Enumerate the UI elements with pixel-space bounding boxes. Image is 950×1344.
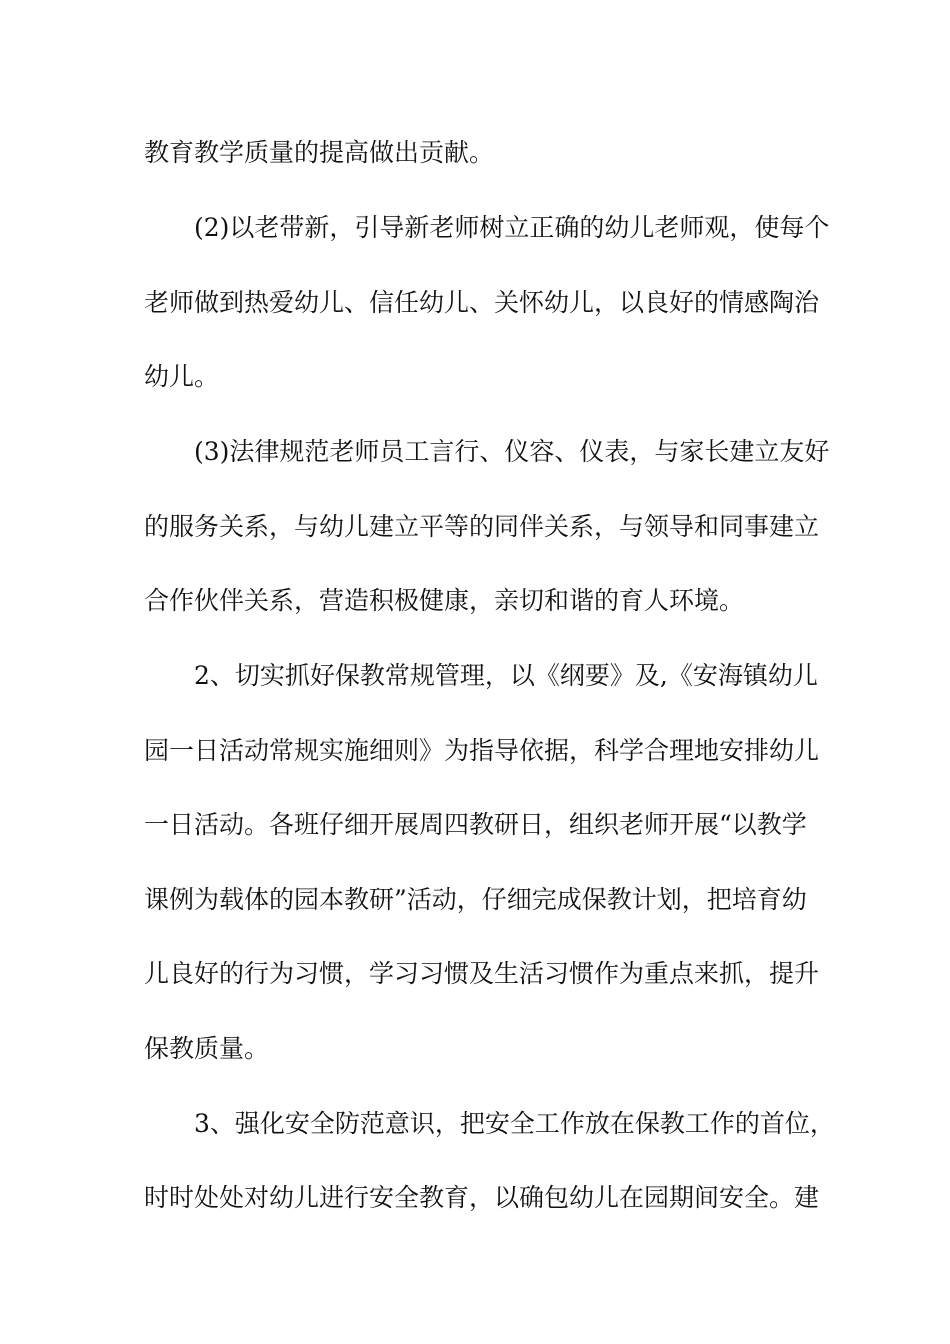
text-line: 时时处处对幼儿进行安全教育，以确包幼儿在园期间安全。建 bbox=[144, 1183, 820, 1212]
text-line: 课例为载体的园本教研”活动，仔细完成保教计划，把培育幼 bbox=[144, 885, 807, 914]
text-line: 合作伙伴关系，营造积极健康，亲切和谐的育人环境。 bbox=[144, 586, 745, 615]
text-line: 园一日活动常规实施细则》为指导依据，科学合理地安排幼儿 bbox=[144, 736, 820, 765]
text-line: 保教质量。 bbox=[144, 1034, 270, 1063]
text-line: 幼儿。 bbox=[144, 362, 220, 391]
text-line: (2)以老带新，引导新老师树立正确的幼儿老师观，使每个 bbox=[194, 213, 830, 242]
text-line: 儿良好的行为习惯，学习习惯及生活习惯作为重点来抓，提升 bbox=[144, 959, 820, 988]
text-line: 2、切实抓好保教常规管理，以《纲要》及,《安海镇幼儿 bbox=[194, 661, 818, 690]
text-line: 一日活动。各班仔细开展周四教研日，组织老师开展“以教学 bbox=[144, 810, 807, 839]
text-line: 3、强化安全防范意识，把安全工作放在保教工作的首位， bbox=[194, 1109, 835, 1138]
text-line: 老师做到热爱幼儿、信任幼儿、关怀幼儿，以良好的情感陶治 bbox=[144, 288, 820, 317]
text-line: 的服务关系，与幼儿建立平等的同伴关系，与领导和同事建立 bbox=[144, 512, 820, 541]
text-line: (3)法律规范老师员工言行、仪容、仪表，与家长建立友好 bbox=[194, 437, 830, 466]
text-line: 教育教学质量的提高做出贡献。 bbox=[144, 138, 495, 167]
